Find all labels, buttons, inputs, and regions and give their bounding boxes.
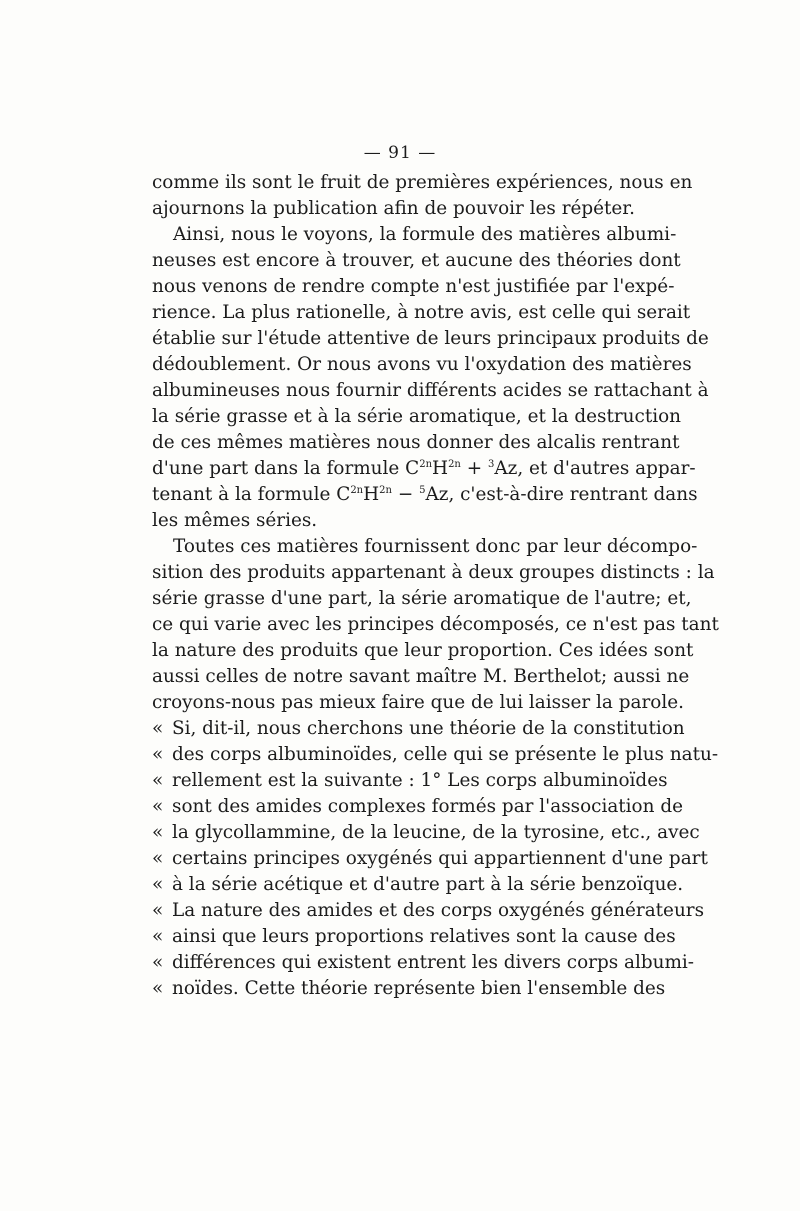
text-line: dédoublement. Or nous avons vu l'oxydation des matières — [152, 354, 692, 375]
text-line: les mêmes séries. — [152, 510, 318, 531]
text-line: la série grasse et à la série aromatique, et la destruction — [152, 406, 682, 427]
quote-line: « noïdes. Cette théorie représente bien l'ensemble des — [152, 976, 642, 1002]
page-number: — 91 — — [363, 143, 437, 163]
text-line: aussi celles de notre savant maître M. Berthelot; aussi ne — [152, 666, 690, 687]
text-line: établie sur l'étude attentive de leurs principaux produits de — [152, 328, 709, 349]
text-line: croyons-nous pas mieux faire que de lui laisser la parole. — [152, 692, 684, 713]
quote-line: « certains principes oxygénés qui appartiennent d'une part — [152, 846, 642, 872]
text-line: Ainsi, nous le voyons, la formule des matières albumi- — [173, 224, 677, 245]
quote-line: « ainsi que leurs proportions relatives sont la cause des — [152, 924, 642, 950]
quote-line: « des corps albuminoïdes, celle qui se présente le plus natu- — [152, 742, 642, 768]
text-line: albumineuses nous fournir différents acides se rattachant à — [152, 380, 709, 401]
quote-line: « sont des amides complexes formés par l'association de — [152, 794, 642, 820]
body-text — [152, 170, 719, 1002]
quote-line: « rellement est la suivante : 1° Les corps albuminoïdes — [152, 768, 642, 794]
formula-line: tenant à la formule $C^{2n}H^{2n} - ^5Az$, c'est-à-dire rentrant dans — [152, 484, 698, 505]
text-line: la nature des produits que leur proportion. Ces idées sont — [152, 640, 694, 661]
quote-line: « Si, dit-il, nous cherchons une théorie de la constitution — [152, 716, 642, 742]
text-line: ajournons la publication afin de pouvoir les répéter. — [152, 198, 635, 219]
quote-line: « à la série acétique et d'autre part à la série benzoïque. — [152, 872, 642, 898]
text-line: nous venons de rendre compte n'est justifiée par l'expé- — [152, 276, 675, 297]
text-line: sition des produits appartenant à deux groupes distincts : la — [152, 562, 715, 583]
text-line: rience. La plus rationelle, à notre avis, est celle qui serait — [152, 302, 691, 323]
formula-line: d'une part dans la formule $C^{2n}H^{2n} + ^3Az$, et d'autres appar- — [152, 458, 696, 479]
quote-line: « différences qui existent entrent les divers corps albumi- — [152, 950, 642, 976]
text-line: Toutes ces matières fournissent donc par leur décompo- — [173, 536, 698, 557]
text-line: comme ils sont le fruit de premières expériences, nous en — [152, 172, 693, 193]
text-line: ce qui varie avec les principes décomposés, ce n'est pas tant — [152, 614, 719, 635]
text-line: de ces mêmes matières nous donner des alcalis rentrant — [152, 432, 680, 453]
text-line: série grasse d'une part, la série aromatique de l'autre; et, — [152, 588, 692, 609]
quote-line: « La nature des amides et des corps oxygénés générateurs — [152, 898, 642, 924]
quote-line: « la glycollammine, de la leucine, de la tyrosine, etc., avec — [152, 820, 642, 846]
text-line: neuses est encore à trouver, et aucune des théories dont — [152, 250, 681, 271]
